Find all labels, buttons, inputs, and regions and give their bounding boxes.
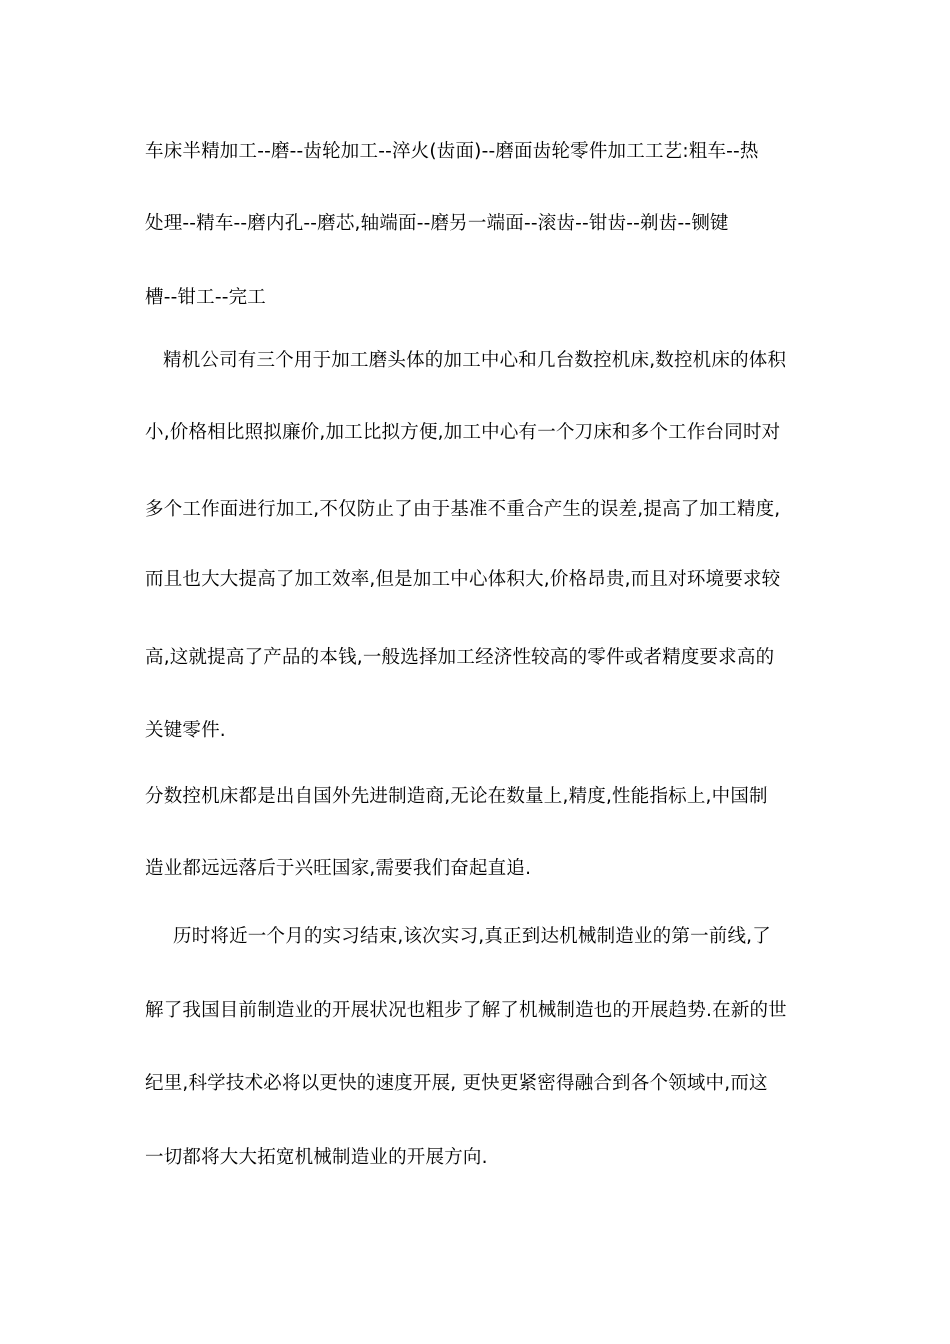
- text-line: 关键零件.: [145, 720, 226, 741]
- text-line: 历时将近一个月的实习结束,该次实习,真正到达机械制造业的第一前线,了: [173, 926, 771, 947]
- text-line: 处理--精车--磨内孔--磨芯,轴端面--磨另一端面--滚齿--钳齿--剃齿--铡键: [145, 213, 729, 234]
- text-line: 解了我国目前制造业的开展状况也粗步了解了机械制造也的开展趋势.在新的世: [145, 1000, 787, 1021]
- text-line: 高,这就提高了产品的本钱,一般选择加工经济性较高的零件或者精度要求高的: [145, 647, 775, 668]
- text-line: 小,价格相比照拟廉价,加工比拟方便,加工中心有一个刀床和多个工作台同时对: [145, 422, 781, 443]
- text-line: 而且也大大提高了加工效率,但是加工中心体积大,价格昂贵,而且对环境要求较: [145, 569, 781, 590]
- text-line: 车床半精加工--磨--齿轮加工--淬火(齿面)--磨面齿轮零件加工工艺:粗车--热: [145, 141, 759, 162]
- text-line: 精机公司有三个用于加工磨头体的加工中心和几台数控机床,数控机床的体积: [163, 350, 787, 371]
- text-line: 分数控机床都是出自国外先进制造商,无论在数量上,精度,性能指标上,中国制: [145, 786, 768, 807]
- text-line: 纪里,科学技术必将以更快的速度开展, 更快更紧密得融合到各个领域中,而这: [145, 1073, 768, 1094]
- text-line: 一切都将大大拓宽机械制造业的开展方向.: [145, 1147, 488, 1168]
- text-line: 造业都远远落后于兴旺国家,需要我们奋起直追.: [145, 858, 532, 879]
- text-line: 槽--钳工--完工: [145, 287, 267, 308]
- text-line: 多个工作面进行加工,不仅防止了由于基准不重合产生的误差,提高了加工精度,: [145, 499, 781, 520]
